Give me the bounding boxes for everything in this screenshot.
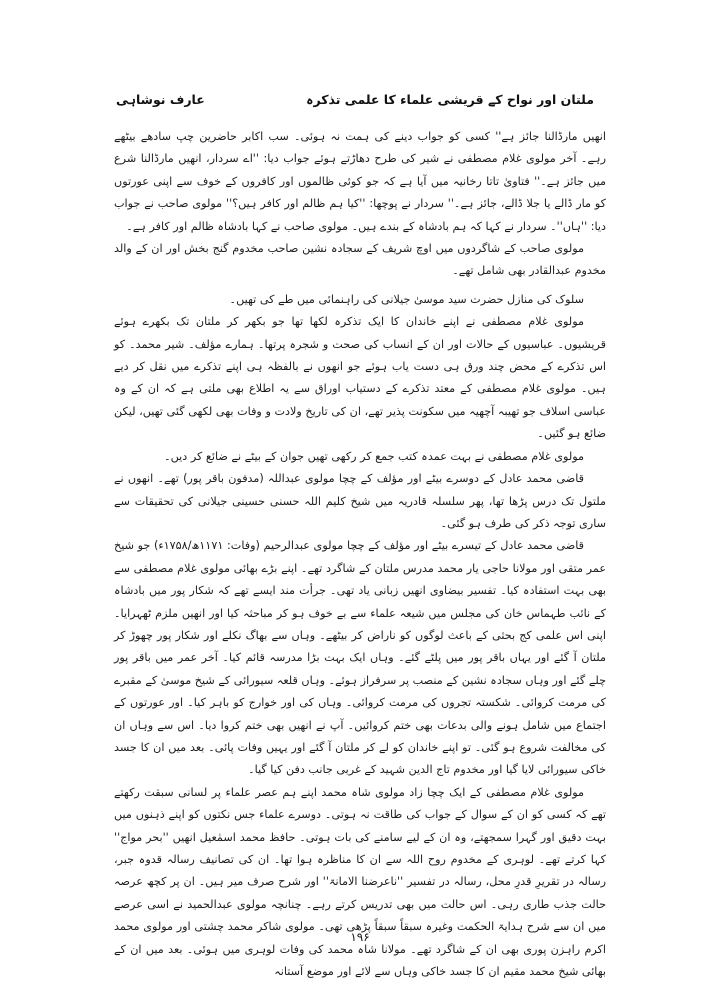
paragraph: سلوک کی منازل حضرت سید موسیٰ جیلانی کی راہنمائی میں طے کی تھیں۔ bbox=[229, 292, 584, 306]
body-text bbox=[114, 126, 606, 983]
paragraph: مولوی غلام مصطفی نے اپنے خاندان کا ایک تذکرہ لکھا تھا جو بکھر کر ملتان تک بکھرے ہوئے قریشیوں۔ عباسیوں کے حالات اور ان کے انساب کی صحت و شجرہ پرتھا۔ ہمارے مؤلف۔ شیر محمد۔ کو اس تذکرے کے محض چند ورق ہی دست یاب ہوئے جو انھوں نے بالفظہ ہی اپنے تذکرے میں نقل کر دیے ہیں۔ مولوی غلام مصطفی کے معتد تذکرے کے دستیاب اوراق سے یہ اطلاع بھی ملتی ہے کہ ان کے وہ عباسی اسلاف جو تھیبہ آچھیہ میں سکونت پذیر تھے، ان کی تاریخ ولادت و وفات بھی لکھی گئی تھیں، لیکن ضائع ہو گئیں۔ bbox=[114, 315, 606, 441]
running-title: ملتان اور نواح کے قریشی علماء کا علمی تذکرہ bbox=[306, 92, 594, 107]
paragraph: قاضی محمد عادل کے تیسرے بیٹے اور مؤلف کے چچا مولوی عبدالرحیم (وفات: ۱۱۷۱ھ/۱۷۵۸ء) جو شیخ عمر متقی اور مولانا حاجی یار محمد مدرس ملتان کے شاگرد تھے۔ اپنے بڑے بھائی مولوی غلام مصطفی سے بھی بہت استفادہ کیا۔ تفسیر بیضاوی انھیں زبانی یاد تھی۔ جرأت مند ایسے تھے کہ شکار پور میں بادشاہ کے نائب طہماس خان کی مجلس میں شیعہ علماء سے بے خوف ہو کر مباحثہ کیا اور انھیں ملزم ٹھہرایا۔ اپنی اس علمی کج بحثی کے باعث لوگوں کو ناراض کر بیٹھے۔ وہاں سے بھاگ نکلے اور شکار پور چھوڑ کر ملتان آ گئے اور یہاں باقر پور میں پلٹے گئے۔ وہاں ایک بہت بڑا مدرسہ قائم کیا۔ آخر عمر میں باقر پور چلے گئے اور وہاں سجادہ نشین کے منصب پر سرفراز ہوئے۔ وہاں قلعہ سیورائی کے شیخ موسیٰ کے مقبرے کی مرمت کروائی۔ شکستہ تجروں کی مرمت کروائی۔ وہاں کی اور خوارج کو باہر کیا۔ اور عورتوں کے اجتماع میں شامل ہونے والی بدعات بھی ختم کروائیں۔ آپ نے انھیں بھی ختم کروا دیا۔ اس سے وہاں ان کی مخالفت شروع ہو گئی۔ تو اپنے خاندان کو لے کر ملتان آ گئے اور یہیں وفات پائی۔ بعد میں ان کا جسد خاکی سیورائی لایا گیا اور مخدوم تاج الدین شہید کے غربی جانب دفن کیا گیا۔ bbox=[114, 539, 606, 777]
paragraph: مولوی غلام مصطفی نے بہت عمدہ کتب جمع کر رکھی تھیں جوان کے بیٹے نے ضائع کر دیں۔ bbox=[164, 449, 584, 463]
paragraph: قاضی محمد عادل کے دوسرے بیٹے اور مؤلف کے چچا مولوی عبداللہ (مدفون باقر پور) تھے۔ انھوں نے ملتول تک درس پڑھا تھا، پھر سلسلہ قادریہ میں شیخ کلیم اللہ حسنی حسینی جیلانی کی تحقیقات سے ساری توجہ ذکر کی طرف ہو گئی۔ bbox=[114, 472, 606, 530]
running-header bbox=[116, 92, 594, 107]
author-name: عارف نوشاہی bbox=[116, 92, 205, 107]
page-number: ۱۹۶ bbox=[350, 930, 370, 944]
paragraph: انھیں مارڈالنا جائز ہے'' کسی کو جواب دینے کی ہمت نہ ہوئی۔ سب اکابر حاضرین چپ سادھے بیٹھے رہے۔ آخر مولوی غلام مصطفی نے شیر کی طرح دھاڑتے ہوئے جواب دیا: ''اے سردار، انھیں مارڈالنا شرع میں جائز ہے۔'' فتاویٰ تاتا رخانیہ میں آیا ہے کہ جو کوئی ظالموں اور کافروں کے خوف سے اپنی عورتوں کو مار ڈالے یا جلا ڈالے، جائز ہے۔'' سردار نے پوچھا: ''کیا ہم ظالم اور کافر ہیں؟'' مولوی صاحب نے جواب دیا: ''ہاں''۔ سردار نے کہا کہ ہم بادشاہ کے بندے ہیں۔ مولوی صاحب نے کہا بادشاہ ظالم اور کافر ہے۔ bbox=[114, 130, 606, 233]
paragraph: مولوی غلام مصطفی کے ایک چچا زاد مولوی شاہ محمد اپنے ہم عصر علماء پر لسانی سبقت رکھتے تھے کہ کسی کو ان کے سوال کے جواب کی طاقت نہ ہوتی۔ دوسرے علماء جس نکتوں کو اپنے ذہنوں میں بہت دقیق اور گہرا سمجھتے، وہ ان کے لیے سامنے کی بات ہوتی۔ حافظ محمد اسمٰعیل انھیں ''بحر مواج'' کہا کرتے تھے۔ لوہری کے مخدوم روح اللہ سے ان کا مناظرہ ہوا تھا۔ ان کی تصانیف رسالہ قدوہ جبر، رسالہ در تقریرِ قدرِ محل، رسالہ در تفسیر ''ناعرضنا الامانۃ'' اور شرح صرف میر ہیں۔ ان پر کچھ عرصہ حالت جذب طاری رہی۔ اس حالت میں بھی تدریس کرتے رہے۔ چنانچہ مولوی عبدالحمید نے اسی عرصے میں ان سے شرح ہدایۃ الحکمت وغیرہ سبقاً سبقاً پڑھی تھی۔ مولوی شاکر محمد چشتی اور مولوی محمد اکرم راہزن پوری بھی ان کے شاگرد تھے۔ مولانا شاہ محمد کی وفات لوہری میں ہوئی۔ بعد میں ان کے بھائی شیخ محمد مقیم ان کا جسد خاکی وہاں سے لائے اور موضع آستانہ bbox=[114, 785, 606, 979]
paragraph: مولوی صاحب کے شاگردوں میں اوچ شریف کے سجادہ نشین صاحب مخدوم گنج بخش اور ان کے والد مخدوم عبدالقادر بھی شامل تھے۔ bbox=[114, 242, 606, 278]
